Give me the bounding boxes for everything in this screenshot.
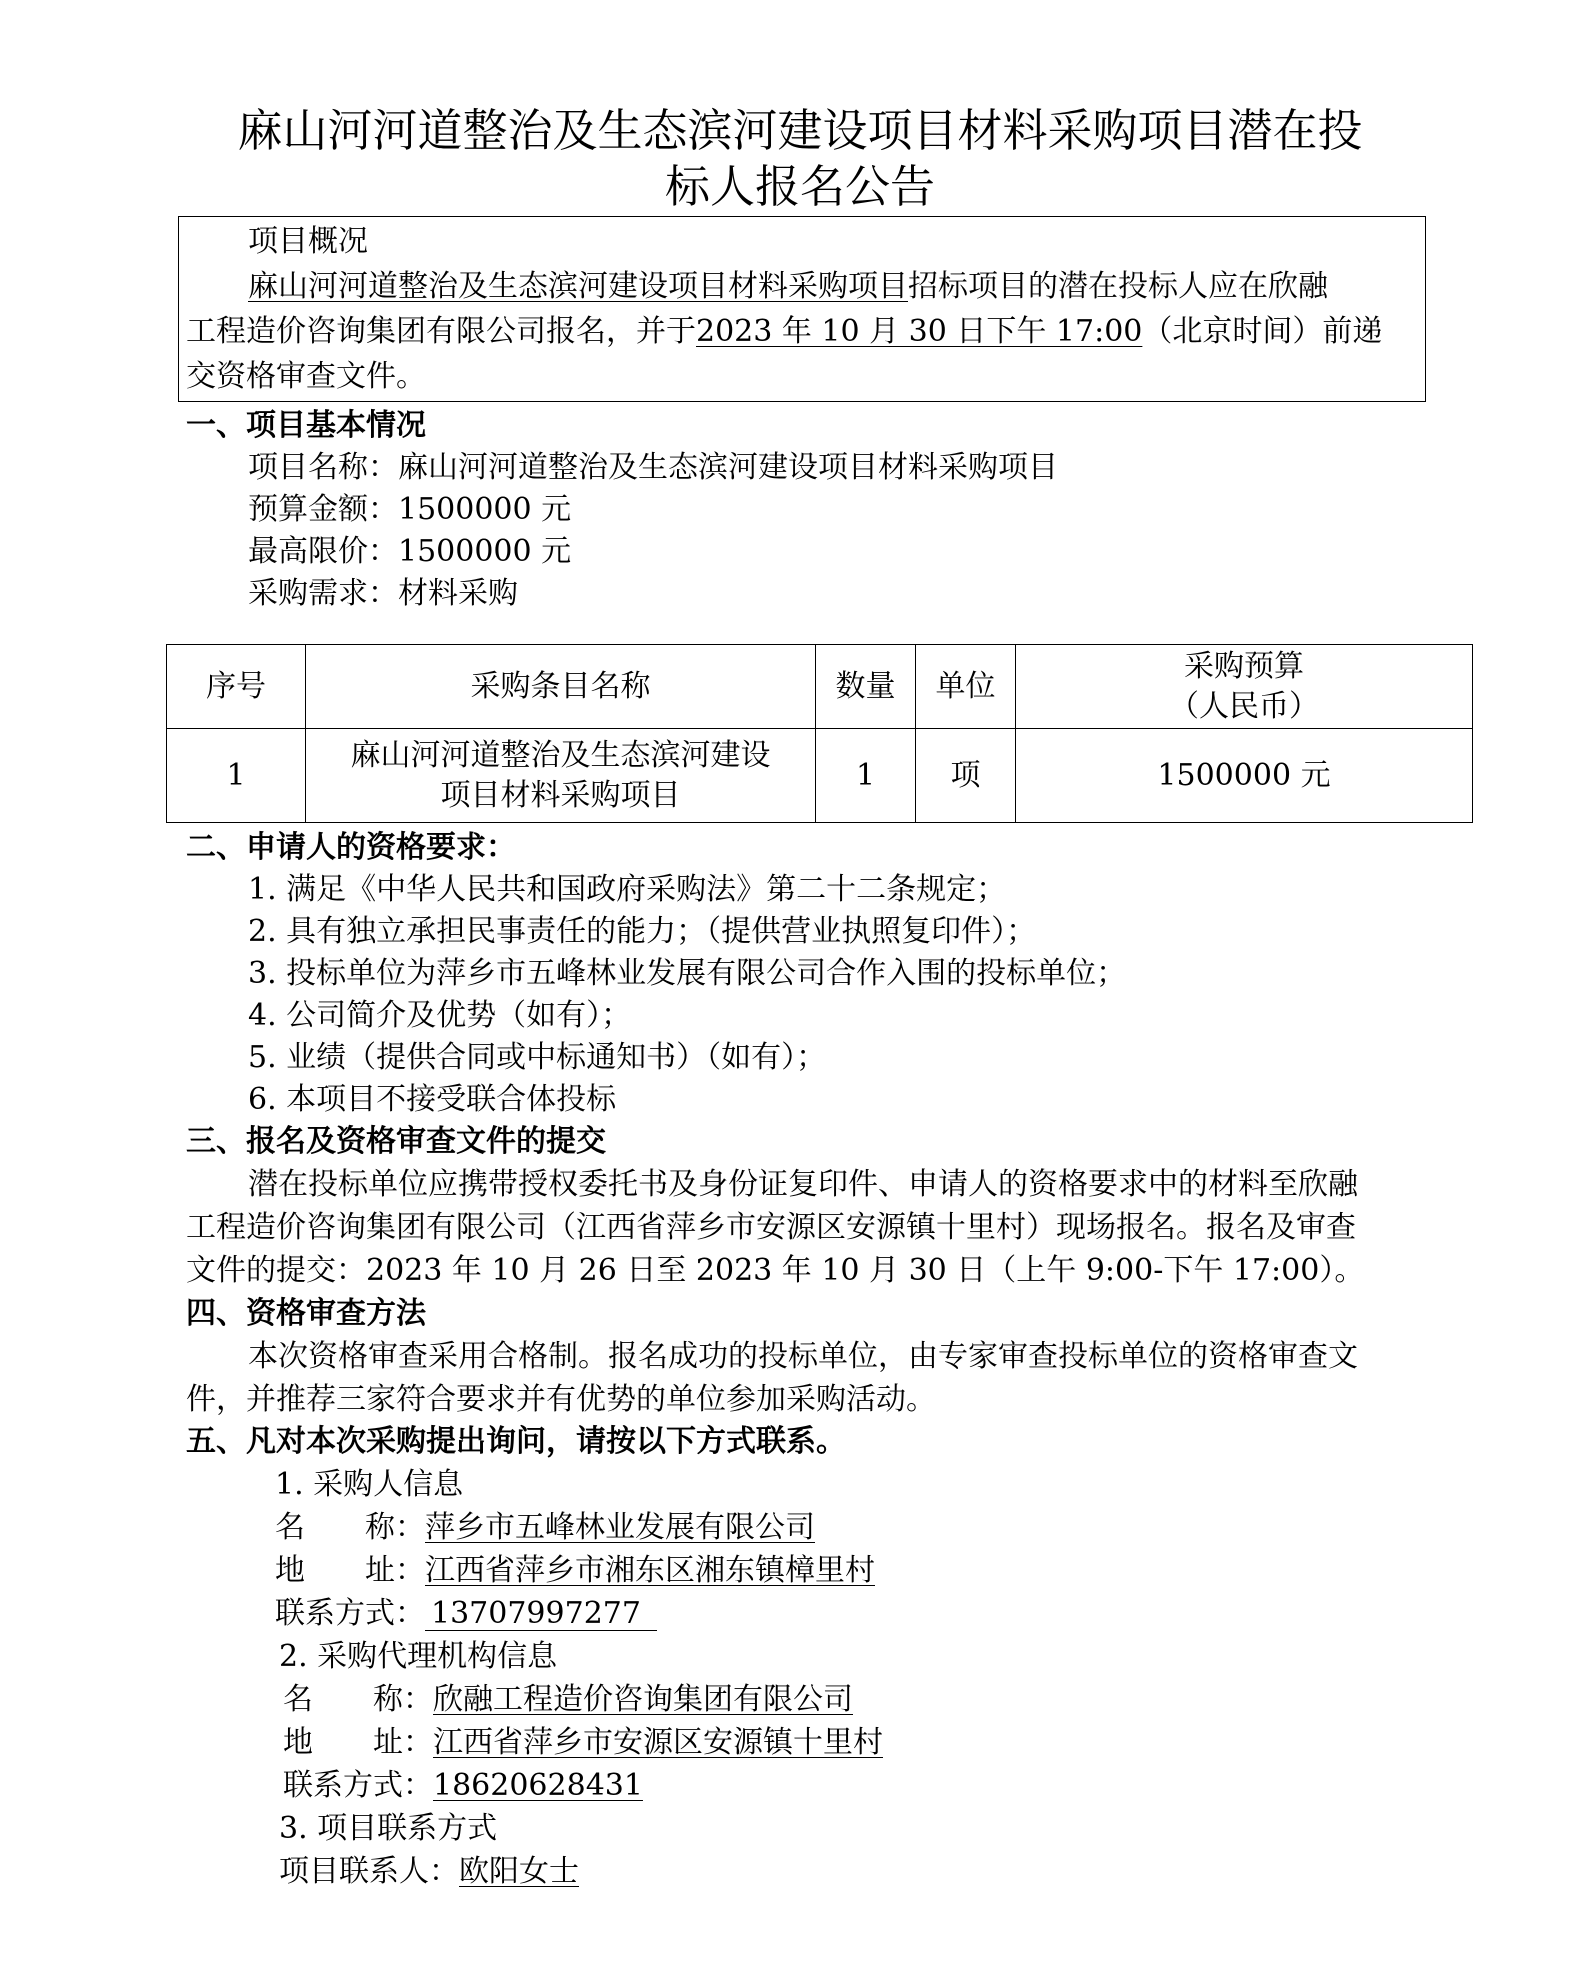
requirement-item: 2. 具有独立承担民事责任的能力；（提供营业执照复印件）； [248,914,1037,949]
cell-serial: 1 [167,729,306,823]
section3-heading: 三、报名及资格审查文件的提交 [186,1124,606,1159]
submission-text-line1: 潜在投标单位应携带授权委托书及身份证复印件、申请人的资格要求中的材料至欣融 [248,1167,1358,1202]
overview-heading: 项目概况 [248,224,368,259]
purchaser-contact-row [275,1594,657,1634]
cell-budget: 1500000 元 [1016,729,1473,823]
header-serial: 序号 [167,645,306,729]
agency-name-label: 名 称： [283,1682,433,1717]
agency-address-label: 地 址： [283,1725,433,1760]
header-quantity: 数量 [816,645,916,729]
project-contact-heading: 3. 项目联系方式 [279,1811,498,1846]
overview-project-name: 麻山河河道整治及生态滨河建设项目材料采购项目 [248,269,908,304]
agency-name: 欣融工程造价咨询集团有限公司 [433,1682,853,1717]
overview-text: （北京时间）前递 [1142,314,1383,349]
agency-phone: 18620628431 [433,1768,643,1803]
overview-paragraph-line2 [186,312,1382,352]
cell-item-name [306,729,816,823]
overview-deadline: 2023 年 10 月 30 日下午 17:00 [696,314,1143,349]
agency-address-row [283,1723,883,1763]
cell-unit: 项 [916,729,1016,823]
cell-quantity: 1 [816,729,916,823]
agency-name-row [283,1680,853,1720]
header-budget-line2: （人民币） [1169,688,1319,724]
overview-paragraph-line1 [248,267,1328,307]
header-budget-line1: 采购预算 [1184,648,1304,684]
purchaser-address-row [275,1551,875,1591]
project-name: 项目名称：麻山河河道整治及生态滨河建设项目材料采购项目 [248,450,1058,485]
purchaser-address: 江西省萍乡市湘东区湘东镇樟里村 [425,1553,875,1588]
project-contact-label: 项目联系人： [279,1854,459,1889]
project-contact-person-row [279,1852,579,1892]
requirement-item: 5. 业绩（提供合同或中标通知书）（如有）； [248,1040,827,1075]
document-title-line2: 标人报名公告 [664,160,935,213]
project-contact-person: 欧阳女士 [459,1854,579,1889]
section2-heading: 二、申请人的资格要求： [186,830,516,865]
purchaser-contact-label: 联系方式： [275,1596,425,1631]
procurement-demand: 采购需求：材料采购 [248,576,518,611]
budget-amount: 预算金额：1500000 元 [248,492,572,527]
section5-heading: 五、凡对本次采购提出询问，请按以下方式联系。 [186,1424,846,1459]
purchaser-name: 萍乡市五峰林业发展有限公司 [425,1510,815,1545]
purchaser-name-label: 名 称： [275,1510,425,1545]
requirement-item: 6. 本项目不接受联合体投标 [248,1082,617,1117]
header-item-name: 采购条目名称 [306,645,816,729]
review-method-line2: 件，并推荐三家符合要求并有优势的单位参加采购活动。 [186,1382,936,1417]
header-unit: 单位 [916,645,1016,729]
overview-paragraph-line3: 交资格审查文件。 [186,359,426,394]
submission-text-line2: 工程造价咨询集团有限公司（江西省萍乡市安源区安源镇十里村）现场报名。报名及审查 [186,1210,1356,1245]
document-title-line1: 麻山河河道整治及生态滨河建设项目材料采购项目潜在投 [237,104,1363,157]
section1-heading: 一、项目基本情况 [186,408,426,443]
agency-contact-label: 联系方式： [283,1768,433,1803]
cell-item-name-line2: 项目材料采购项目 [440,777,681,813]
procurement-items-table [166,644,1473,823]
purchaser-name-row [275,1508,815,1548]
requirement-item: 3. 投标单位为萍乡市五峰林业发展有限公司合作入围的投标单位； [248,956,1127,991]
requirement-item: 1. 满足《中华人民共和国政府采购法》第二十二条规定； [248,872,1007,907]
agency-address: 江西省萍乡市安源区安源镇十里村 [433,1725,883,1760]
purchaser-address-label: 地 址： [275,1553,425,1588]
max-price: 最高限价：1500000 元 [248,534,572,569]
requirement-item: 4. 公司简介及优势（如有）； [248,998,632,1033]
table-header-row [167,645,1473,729]
agency-info-heading: 2. 采购代理机构信息 [279,1639,558,1674]
overview-text: 工程造价咨询集团有限公司报名，并于 [186,314,696,349]
section4-heading: 四、资格审查方法 [186,1296,426,1331]
review-method-line1: 本次资格审查采用合格制。报名成功的投标单位，由专家审查投标单位的资格审查文 [248,1339,1358,1374]
submission-text-line3: 文件的提交：2023 年 10 月 26 日至 2023 年 10 月 30 日（上午 9:00-下午 17:00）。 [186,1253,1365,1288]
agency-contact-row [283,1766,643,1806]
table-row [167,729,1473,823]
overview-text: 招标项目的潜在投标人应在欣融 [908,269,1328,304]
purchaser-info-heading: 1. 采购人信息 [275,1467,464,1502]
cell-item-name-line1: 麻山河河道整治及生态滨河建设 [350,737,771,773]
header-budget [1016,645,1473,729]
purchaser-phone: 13707997277 [425,1598,657,1631]
